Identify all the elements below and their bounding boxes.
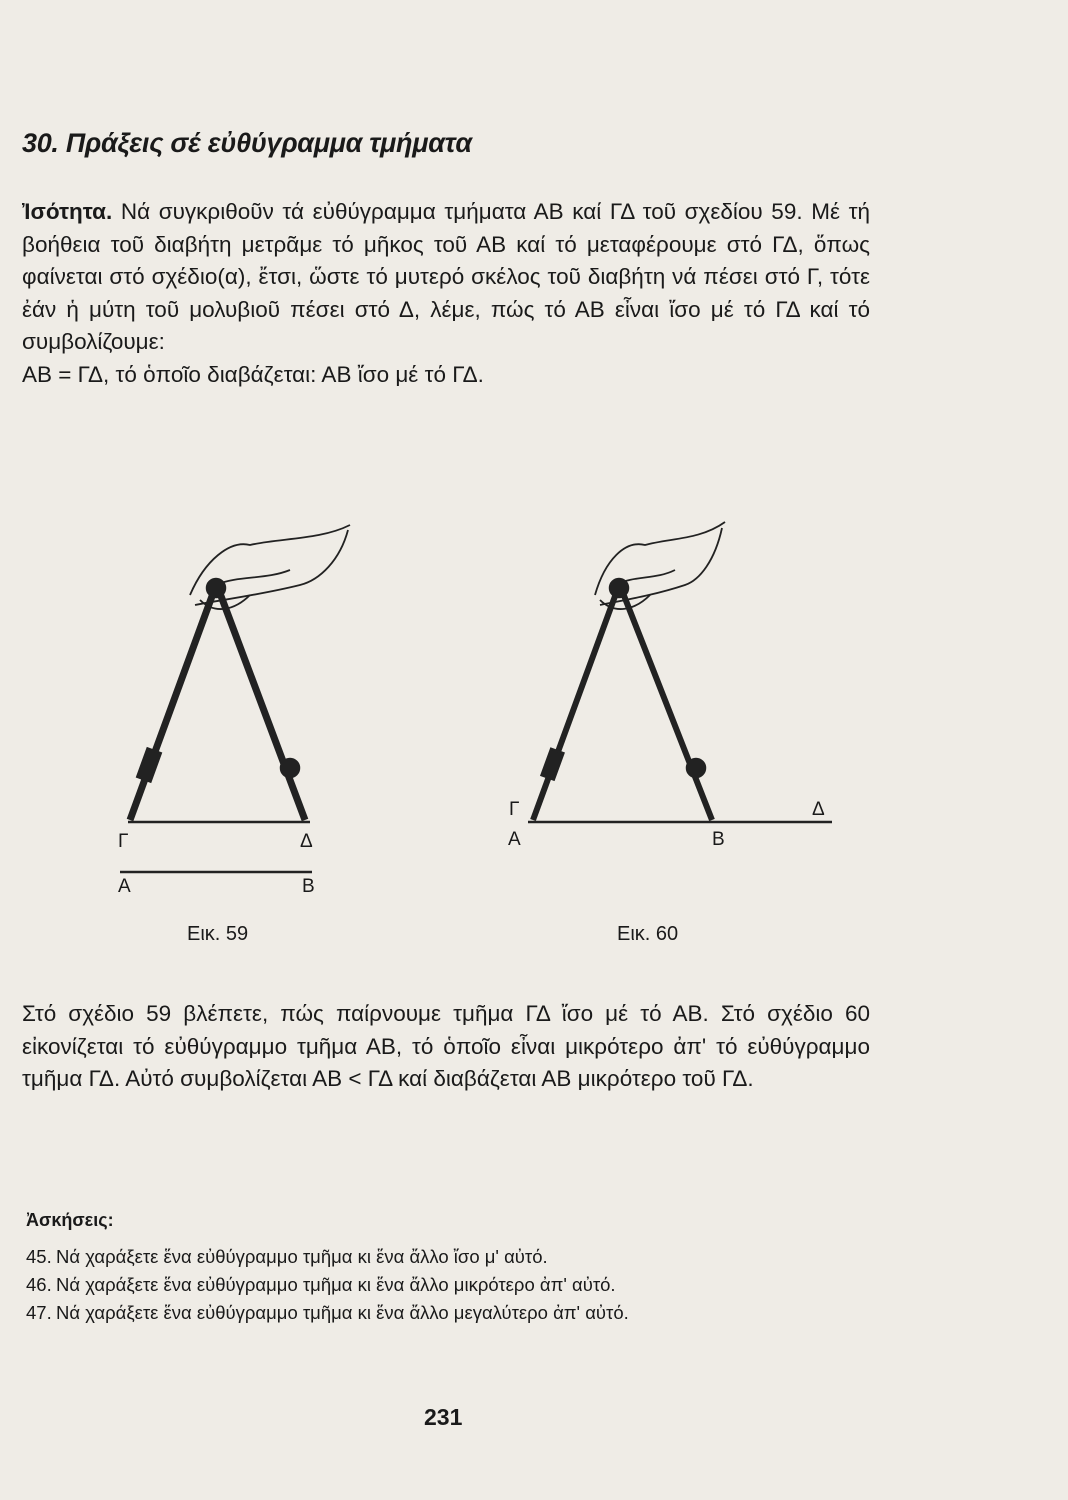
- exercise-item: [26, 1271, 871, 1299]
- exercise-number: 47.: [26, 1302, 52, 1323]
- compass-leg-right-59: [218, 588, 305, 820]
- label-a-60: Α: [508, 829, 521, 850]
- exercise-number: 45.: [26, 1246, 52, 1267]
- compass-leg-left-59: [130, 588, 215, 820]
- label-b-59: Β: [302, 876, 315, 897]
- exercise-item: [26, 1243, 871, 1271]
- figures-area: [0, 500, 1068, 960]
- label-d-59: Δ: [300, 831, 313, 852]
- exercise-text: Νά χαράξετε ἕνα εὐθύγραμμο τμῆμα κι ἕνα ἄλλο μεγαλύτερο ἀπ' αὐτό.: [56, 1302, 629, 1323]
- exercise-text: Νά χαράξετε ἕνα εὐθύγραμμο τμῆμα κι ἕνα ἄλλο ἴσο μ' αὐτό.: [56, 1246, 548, 1267]
- exercise-number: 46.: [26, 1274, 52, 1295]
- equality-text: Νά συγκριθοῦν τά εὐθύγραμμα τμήματα ΑΒ καί ΓΔ τοῦ σχεδίου 59. Μέ τή βοήθεια τοῦ διαβήτη μετρᾶμε τό μῆκος τοῦ ΑΒ καί τό μεταφέρουμε στό ΓΔ, ὅπως φαίνεται στό σχέδιο(α), ἔτσι, ὥστε τό μυτερό σκέλος τοῦ διαβήτη νά πέσει στό Γ, τότε ἐάν ἡ μύτη τοῦ μολυβιοῦ πέσει στό Δ, λέμε, πώς τό ΑΒ εἶναι ἴσο μέ τό ΓΔ καί τό συμβολίζουμε:: [22, 199, 870, 354]
- caption-60: Εικ. 60: [617, 923, 679, 945]
- exercises-list: [26, 1243, 871, 1327]
- comparison-paragraph: [22, 998, 870, 1096]
- compass-leg-left-60: [533, 588, 618, 820]
- equality-formula: ΑΒ = ΓΔ, τό ὁποῖο διαβάζεται: ΑΒ ἴσο μέ τό ΓΔ.: [22, 361, 484, 387]
- page-number: 231: [424, 1404, 463, 1430]
- exercise-item: [26, 1299, 871, 1327]
- label-d-60: Δ: [812, 799, 825, 820]
- equality-heading: Ἰσότητα.: [22, 199, 113, 224]
- section-title: 30. Πράξεις σέ εὐθύγραμμα τμήματα: [22, 128, 472, 158]
- compass-leg-right-60: [621, 588, 712, 820]
- figure-59-drawing: [120, 525, 350, 872]
- label-g-59: Γ: [118, 831, 129, 852]
- label-g-60: Γ: [509, 799, 520, 820]
- label-b-60: Β: [712, 829, 725, 850]
- exercise-text: Νά χαράξετε ἕνα εὐθύγραμμο τμῆμα κι ἕνα ἄλλο μικρότερο ἀπ' αὐτό.: [56, 1274, 616, 1295]
- equality-paragraph: [22, 196, 870, 391]
- comparison-text: Στό σχέδιο 59 βλέπετε, πώς παίρνουμε τμῆμα ΓΔ ἴσο μέ τό ΑΒ. Στό σχέδιο 60 εἰκονίζεται τό εὐθύγραμμο τμῆμα ΑΒ, τό ὁποῖο εἶναι μικρότερο ἀπ' τό εὐθύγραμμο τμῆμα ΓΔ. Αὐτό συμβολίζεται ΑΒ < ΓΔ καί διαβάζεται ΑΒ μικρότερο τοῦ ΓΔ.: [22, 1001, 870, 1091]
- figure-60-drawing: [528, 522, 832, 822]
- label-a-59: Α: [118, 876, 131, 897]
- caption-59: Εικ. 59: [187, 923, 249, 945]
- exercises-title: Ἀσκήσεις:: [26, 1210, 114, 1230]
